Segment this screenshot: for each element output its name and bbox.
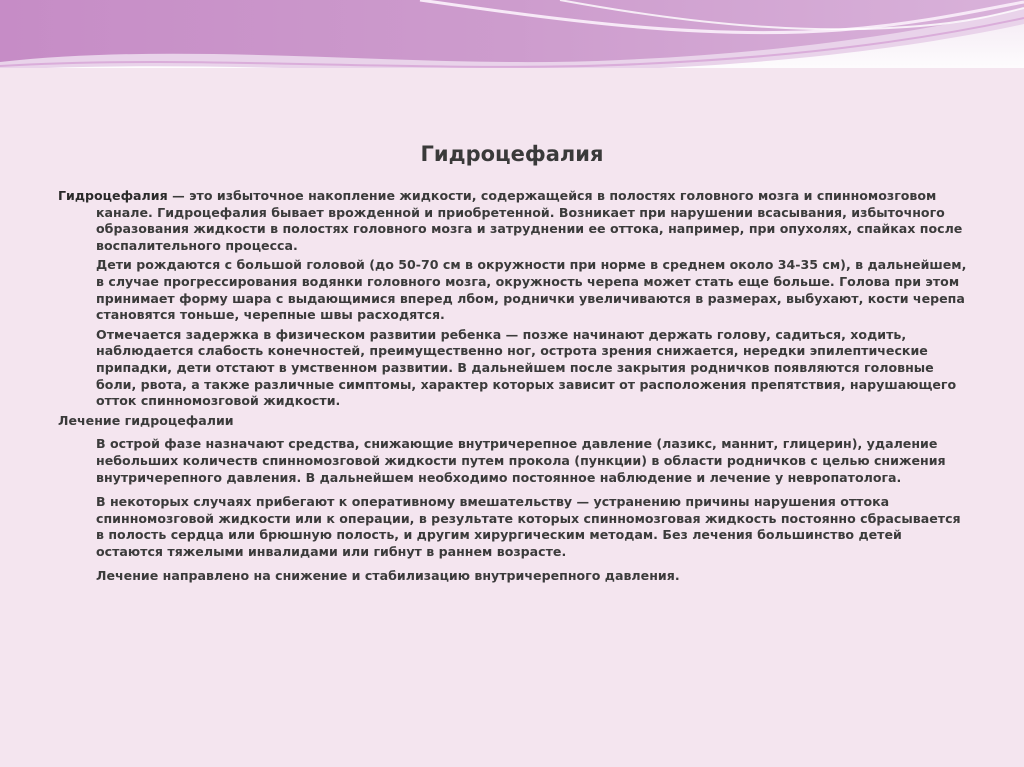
symptoms-paragraph xyxy=(58,257,968,323)
treatment-heading: Лечение гидроцефалии xyxy=(58,412,234,428)
intro-term: Гидроцефалия xyxy=(58,188,168,203)
symptoms-text: Дети рождаются с большой головой (до 50-70 см в окружности при норме в среднем около 34-35 см), в дальнейшем, в случае прогрессирования водянки головного мозга, окружность черепа может стать еще больше. Голова при этом принимает форму шара с выдающимися вперед лбом, роднички увеличиваются в размерах, выбухают, кости черепа становятся тоньше, черепные швы расходятся. xyxy=(96,257,967,323)
intro-paragraph xyxy=(58,188,968,254)
development-paragraph xyxy=(58,327,968,410)
treatment-paragraph-acute: В острой фазе назначают средства, снижающие внутричерепное давление (лазикс, маннит, глицерин), удаление небольших количеств спинномозговой жидкости путем прокола (пункции) в области родничков с целью снижения внутричерепного давления. В дальнейшем необходимо постоянное наблюдение и лечение у невропатолога. xyxy=(96,436,946,485)
intro-text: — это избыточное накопление жидкости, содержащейся в полостях головного мозга и спинномозговом канале. Гидроцефалия бывает врожденной и приобретенной. Возникает при нарушении всасывания, избыточного образования жидкости в полостях головного мозга и затруднении ее оттока, например, при опухолях, спайках после воспалительного процесса. xyxy=(96,188,963,253)
treatment-paragraph-goal: Лечение направлено на снижение и стабилизацию внутричерепного давления. xyxy=(96,568,680,584)
development-text: Отмечается задержка в физическом развитии ребенка — позже начинают держать голову, садиться, ходить, наблюдается слабость конечностей, преимущественно ног, острота зрения снижается, нередки эпилептические припадки, дети отстают в умственном развитии. В дальнейшем после закрытия родничков появляются головные боли, рвота, а также различные симптомы, характер которых зависит от расположения препятствия, нарушающего отток спинномозговой жидкости. xyxy=(96,326,957,409)
treatment-paragraph-surgery: В некоторых случаях прибегают к оперативному вмешательству — устранению причины нарушения оттока спинномозговой жидкости или к операции, в результате которых спинномозговая жидкость постоянно сбрасывается в полость сердца или брюшную полость, и другим хирургическим методам. Без лечения большинство детей остаются тяжелыми инвалидами или гибнут в раннем возрасте. xyxy=(96,494,961,559)
slide-title: Гидроцефалия xyxy=(420,142,604,166)
slide-content xyxy=(58,188,968,593)
